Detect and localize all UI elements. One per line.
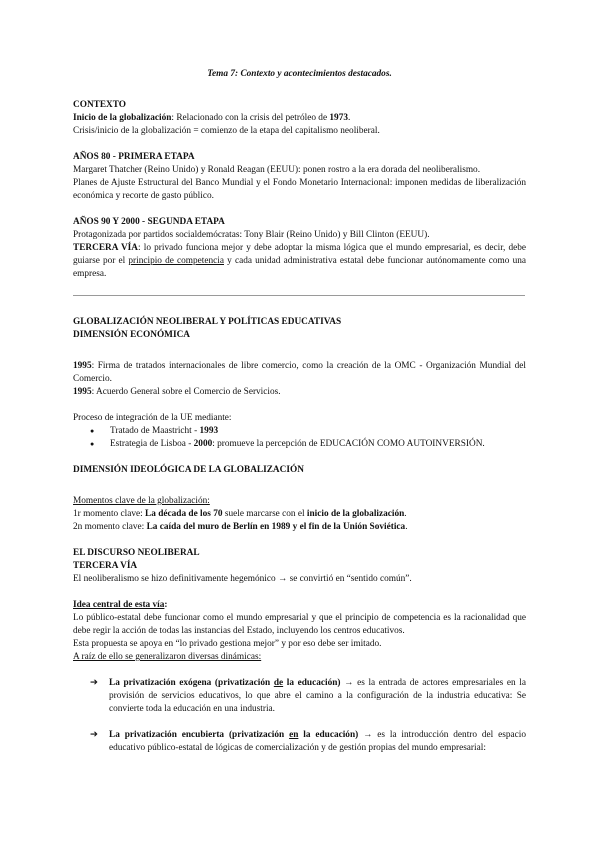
text-run: : promueve la percepción de EDUCACIÓN COMO AUTOINVERSIÓN. [212, 439, 485, 449]
bold-underlined-term: en [289, 730, 299, 740]
text-run: suele marcarse con el [222, 509, 307, 519]
economica-1995-b [73, 386, 526, 399]
contexto-line-1 [73, 112, 526, 125]
heading-dimension-economica: DIMENSIÓN ECONÓMICA [73, 330, 190, 340]
bold-term: La caída del muro de Berlín en 1989 y el fin de la Unión Soviética [146, 522, 406, 532]
list-item [90, 729, 526, 755]
bold-underlined-term: Idea central de esta vía [73, 600, 165, 610]
text-run: : Relacionado con la crisis del petróleo de [171, 113, 330, 123]
propuesta-line: Esta propuesta se apoya en “lo privado gestiona mejor” y por eso debe ser imitado. [73, 639, 382, 649]
text-run: : lo privado funciona mejor y debe adoptar la misma lógica que el mundo empresarial, es decir, debe guiarse por el [73, 243, 526, 266]
document-page [73, 68, 526, 755]
heading-dimension-ideologica: DIMENSIÓN IDEOLÓGICA DE LA GLOBALIZACIÓN [73, 465, 304, 475]
text-run: . [405, 522, 408, 532]
text-run: Tratado de Maastricht - [110, 426, 200, 436]
momentos-clave-label: Momentos clave de la globalización: [73, 496, 210, 506]
heading-anos-90: AÑOS 90 Y 2000 - SEGUNDA ETAPA [73, 217, 225, 227]
bold-year: 1973 [329, 113, 348, 123]
list-item [90, 438, 526, 451]
underlined-term: principio de competencia [128, 256, 224, 266]
bold-term: TERCERA VÍA [73, 243, 138, 253]
momento-1 [73, 508, 526, 521]
list-item [90, 425, 526, 438]
arrow-icon: ➔ [90, 730, 98, 740]
text-run: : [164, 600, 168, 610]
bold-term: Inicio de la globalización [73, 113, 172, 123]
heading-anos-80: AÑOS 80 - PRIMERA ETAPA [73, 152, 195, 162]
text-run: Estrategia de Lisboa - [110, 439, 194, 449]
bold-term: La privatización exógena (privatización [109, 678, 274, 688]
text-run: 1r momento clave: [73, 509, 146, 519]
text-run: . [404, 509, 407, 519]
proceso-ue: Proceso de integración de la UE mediante: [73, 413, 232, 423]
bold-year: 1993 [199, 426, 219, 436]
contexto-line-2: Crisis/inicio de la globalización = comienzo de la etapa del capitalismo neoliberal. [73, 126, 380, 136]
bold-term: La privatización encubierta (privatización [109, 730, 290, 740]
text-run: 2n momento clave: [73, 522, 147, 532]
text-run: y cada unidad administrativa estatal debe funcionar autónomamente como una empresa. [73, 256, 526, 279]
ue-bullet-list [73, 425, 526, 451]
text-run: → es la introducción dentro del espacio educativo público-estatal de lógicas de comercialización y de gestión propias del mundo empresarial: [109, 730, 526, 753]
heading-globalizacion-neoliberal: GLOBALIZACIÓN NEOLIBERAL Y POLÍTICAS EDUCATIVAS [73, 317, 342, 327]
bold-term: la educación) [298, 730, 359, 740]
list-item [90, 677, 526, 716]
tercera-via-paragraph [73, 242, 526, 281]
idea-central-text: Lo público-estatal debe funcionar como el mundo empresarial y que el principio de competencia es la racionalidad que debe regir la acción de todas las instancias del Estado, incluyendo los centros educativos. [73, 613, 526, 636]
hegemonico-line: El neoliberalismo se hizo definitivamente hegemónico → se convirtió en “sentido común”. [73, 574, 412, 584]
economica-1995-a [73, 360, 526, 386]
bold-term: inicio de la globalización [306, 509, 405, 519]
dinamicas-list-2 [73, 729, 526, 755]
text-run: : Acuerdo General sobre el Comercio de Servicios. [91, 387, 281, 397]
text-run: . [348, 113, 351, 123]
anos-90-line-1: Protagonizada por partidos socialdemócratas: Tony Blair (Reino Unido) y Bill Clinton (EEUU). [73, 230, 430, 240]
raiz-line: A raíz de ello se generalizaron diversas dinámicas: [73, 652, 262, 662]
bold-year: 2000 [193, 439, 213, 449]
arrow-icon: ➔ [90, 678, 98, 688]
bold-term: la educación) [283, 678, 341, 688]
heading-tercera-via: TERCERA VÍA [73, 561, 138, 571]
anos-80-line-1: Margaret Thatcher (Reino Unido) y Ronald Reagan (EEUU): ponen rostro a la era dorada del neoliberalismo. [73, 165, 481, 175]
bold-year: 1995 [73, 361, 92, 371]
heading-contexto: CONTEXTO [73, 100, 127, 110]
text-run: → es la entrada de actores empresariales en la provisión de servicios educativos, lo que abre el camino a la configuración de la industria educativa: Se convierte toda la educación en una industria. [109, 678, 527, 714]
document-title: Tema 7: Contexto y acontecimientos destacados. [207, 69, 392, 79]
bold-term: La década de los 70 [145, 509, 223, 519]
bold-year: 1995 [73, 387, 92, 397]
text-run: : Firma de tratados internacionales de libre comercio, como la creación de la OMC - Organización Mundial del Comercio. [73, 361, 526, 384]
idea-central-label [73, 599, 526, 612]
dinamicas-list [73, 677, 526, 716]
heading-discurso-neoliberal: EL DISCURSO NEOLIBERAL [73, 548, 200, 558]
anos-80-line-2: Planes de Ajuste Estructural del Banco Mundial y el Fondo Monetario Internacional: imponen medidas de liberalización económica y recorte de gasto público. [73, 178, 526, 201]
momento-2 [73, 521, 526, 534]
bold-underlined-term: de [273, 678, 284, 688]
